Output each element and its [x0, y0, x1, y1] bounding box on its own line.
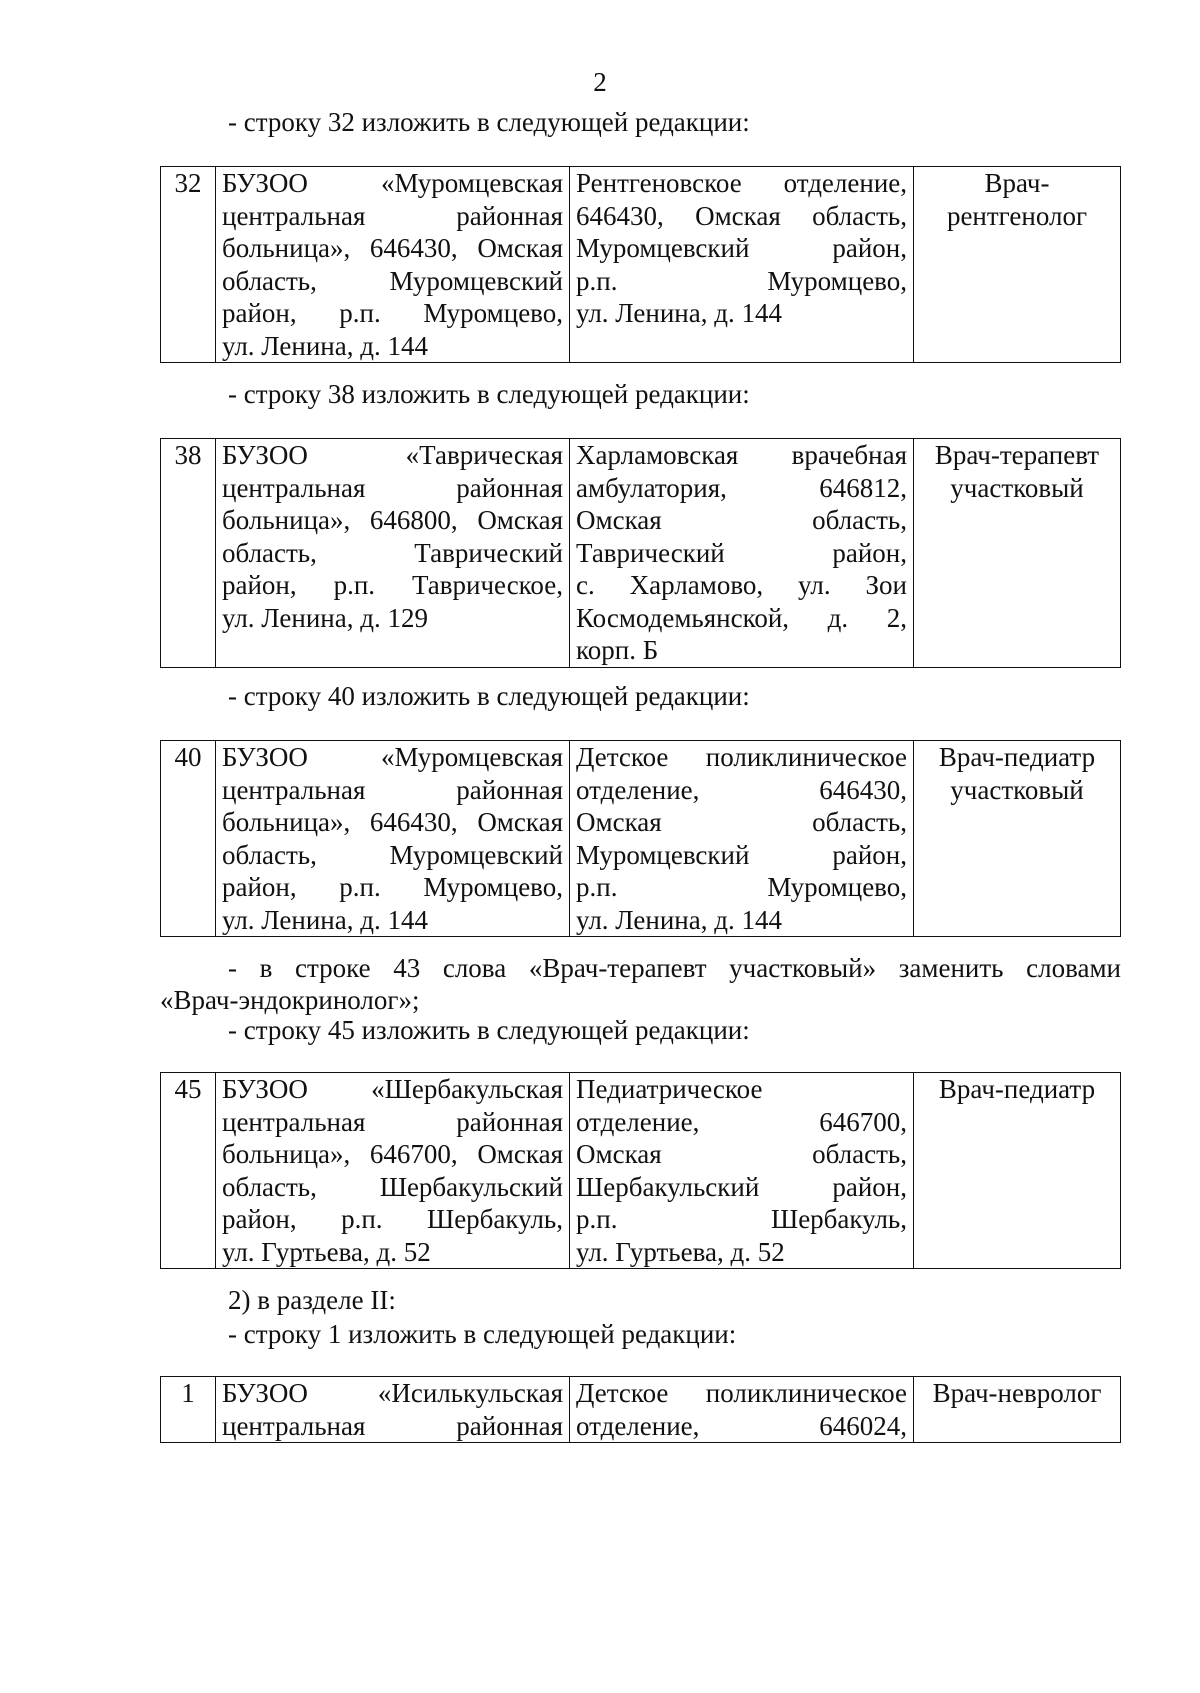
pos-line: Врач-педиатр — [938, 1074, 1096, 1104]
intro-row-32: - строку 32 изложить в следующей редакции: — [228, 107, 750, 137]
addr-line: отделение, 646024, — [576, 1410, 907, 1441]
addr-line: 646430, Омская область, — [576, 200, 907, 231]
org-line: больница», 646430, Омская — [222, 233, 563, 263]
organization-cell — [216, 741, 570, 937]
addr-line: Педиатрическое — [576, 1074, 763, 1104]
org-line: район, р.п. Муромцево, — [222, 298, 563, 328]
intro-row-1: - строку 1 изложить в следующей редакции: — [228, 1319, 737, 1349]
pos-line: Врач-невролог — [932, 1378, 1102, 1408]
table-row-1 — [160, 1376, 1121, 1443]
org-line: центральная районная — [222, 1410, 563, 1441]
org-line: БУЗОО «Шербакульская — [222, 1074, 563, 1104]
org-line: больница», 646800, Омская — [222, 505, 563, 535]
org-line: БУЗОО «Муромцевская — [222, 168, 563, 198]
pos-line: участковый — [950, 774, 1084, 805]
pos-line: рентгенолог — [946, 200, 1088, 231]
table-row-38 — [160, 438, 1121, 668]
table-row-32 — [160, 166, 1121, 363]
position-cell — [914, 1073, 1121, 1269]
addr-line: Таврический район, — [576, 537, 907, 568]
org-line: центральная районная — [222, 200, 563, 231]
addr-line: Омская область, — [576, 1139, 907, 1169]
organization-cell — [216, 1073, 570, 1269]
position-cell — [914, 439, 1121, 668]
replace-note-line-1: - в строке 43 слова «Врач-терапевт участковый» заменить словами — [228, 953, 1121, 983]
address-cell — [570, 741, 914, 937]
org-line: ул. Гуртьева, д. 52 — [222, 1236, 431, 1267]
position-cell — [914, 167, 1121, 363]
org-line: область, Шербакульский — [222, 1171, 563, 1202]
org-line: ул. Ленина, д. 144 — [222, 904, 428, 935]
addr-line: Омская область, — [576, 807, 907, 837]
addr-line: корп. Б — [576, 635, 659, 665]
pos-line: участковый — [950, 472, 1084, 503]
addr-line: р.п. Шербакуль, — [576, 1204, 907, 1234]
table-row-45 — [160, 1072, 1121, 1269]
organization-cell — [216, 1377, 570, 1443]
intro-row-40: - строку 40 изложить в следующей редакции: — [228, 681, 750, 711]
org-line: центральная районная — [222, 774, 563, 805]
table-row — [161, 741, 1121, 937]
addr-line: отделение, 646430, — [576, 774, 907, 805]
addr-line: Харламовская врачебная — [576, 440, 907, 470]
section-two-heading: 2) в разделе II: — [228, 1285, 396, 1315]
addr-line: Муромцевский район, — [576, 233, 907, 263]
row-number: 32 — [161, 167, 216, 363]
row-number: 38 — [161, 439, 216, 668]
org-line: БУЗОО «Исилькульская — [222, 1378, 563, 1408]
position-cell — [914, 741, 1121, 937]
org-line: область, Таврический — [222, 537, 563, 568]
table-row — [161, 1073, 1121, 1269]
table-row — [161, 1377, 1121, 1443]
addr-line: Космодемьянской, д. 2, — [576, 602, 907, 633]
addr-line: ул. Ленина, д. 144 — [576, 904, 782, 935]
table-row — [161, 439, 1121, 668]
intro-row-45: - строку 45 изложить в следующей редакции: — [228, 1015, 750, 1045]
addr-line: Шербакульский район, — [576, 1171, 907, 1202]
org-line: ул. Ленина, д. 129 — [222, 602, 428, 633]
pos-line: Врач-терапевт — [934, 440, 1100, 470]
row-number: 40 — [161, 741, 216, 937]
address-cell — [570, 167, 914, 363]
row-number: 45 — [161, 1073, 216, 1269]
address-cell — [570, 1377, 914, 1443]
org-line: больница», 646700, Омская — [222, 1139, 563, 1169]
org-line: больница», 646430, Омская — [222, 807, 563, 837]
addr-line: ул. Ленина, д. 144 — [576, 298, 782, 328]
org-line: район, р.п. Таврическое, — [222, 570, 563, 600]
page-number: 2 — [593, 67, 607, 97]
addr-line: Омская область, — [576, 505, 907, 535]
org-line: ул. Ленина, д. 144 — [222, 330, 428, 361]
org-line: область, Муромцевский — [222, 839, 563, 870]
organization-cell — [216, 167, 570, 363]
table-row-40 — [160, 740, 1121, 937]
organization-cell — [216, 439, 570, 668]
addr-line: с. Харламово, ул. Зои — [576, 570, 907, 600]
org-line: БУЗОО «Муромцевская — [222, 742, 563, 772]
pos-line: Врач-педиатр — [938, 742, 1096, 772]
org-line: центральная районная — [222, 1106, 563, 1137]
org-line: район, р.п. Муромцево, — [222, 872, 563, 902]
row-number: 1 — [161, 1377, 216, 1443]
org-line: БУЗОО «Таврическая — [222, 440, 563, 470]
addr-line: отделение, 646700, — [576, 1106, 907, 1137]
org-line: район, р.п. Шербакуль, — [222, 1204, 563, 1234]
pos-line: Врач- — [984, 168, 1050, 198]
addr-line: р.п. Муромцево, — [576, 872, 907, 902]
addr-line: Муромцевский район, — [576, 839, 907, 870]
address-cell — [570, 439, 914, 668]
replace-note-line-2: «Врач-эндокринолог»; — [160, 985, 420, 1015]
table-row — [161, 167, 1121, 363]
addr-line: ул. Гуртьева, д. 52 — [576, 1236, 785, 1267]
addr-line: Детское поликлиническое — [576, 1378, 907, 1408]
position-cell — [914, 1377, 1121, 1443]
addr-line: Рентгеновское отделение, — [576, 168, 907, 198]
addr-line: р.п. Муромцево, — [576, 265, 907, 296]
org-line: центральная районная — [222, 472, 563, 503]
org-line: область, Муромцевский — [222, 265, 563, 296]
replace-note-row-43 — [160, 952, 1121, 1016]
address-cell — [570, 1073, 914, 1269]
intro-row-38: - строку 38 изложить в следующей редакции: — [228, 379, 750, 409]
addr-line: амбулатория, 646812, — [576, 472, 907, 503]
addr-line: Детское поликлиническое — [576, 742, 907, 772]
